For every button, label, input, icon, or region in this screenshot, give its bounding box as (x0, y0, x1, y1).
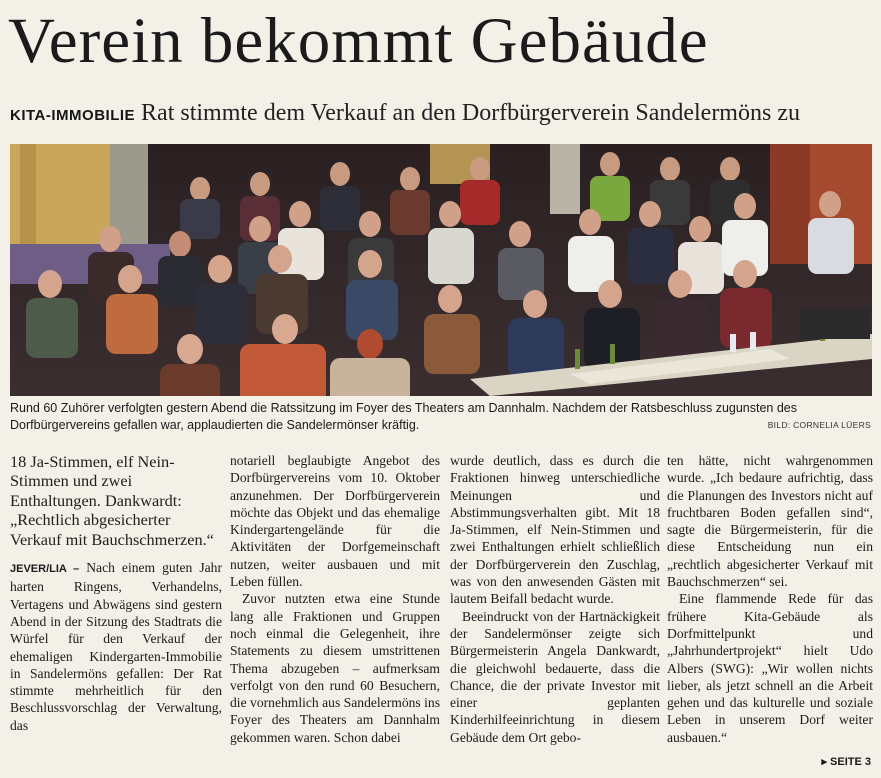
headline: Verein bekommt Gebäude (8, 5, 709, 77)
article-paragraph: Zuvor nutzten etwa eine Stunde lang alle Fraktionen und Gruppen noch einmal die Gelegenheit, ihre Statements zu diesem umstrittenen Thema abzugeben – aufmerksam verfolgt von den rund 60 Besuchern, die vornehmlich aus Sandelermöns ins Foyer des Theaters am Dannhalm gekommen waren. Schon dabei (230, 591, 440, 745)
subheadline: Rat stimmte dem Verkauf an den Dorfbürgerverein Sandelermöns zu (141, 100, 800, 126)
article-column-1 (10, 452, 222, 734)
article-paragraph: Beeindruckt von der Hartnäckigkeit der Sandelermönser zeigte sich Bürgermeisterin Angela Dankwardt, die gleichwohl bedauerte, dass die Chance, die der private Investor mit einer geplanten Kinderhilfeeinrichtung in diesem Gebäude dem Ort gebo- (450, 608, 660, 745)
article-intro: 18 Ja-Stimmen, elf Nein-Stimmen und zwei Enthaltungen. Dankwardt: „Rechtlich abgesicherter Verkauf mit Bauchschmerzen.“ (10, 452, 214, 549)
article-text-col1: Nach einem guten Jahr harten Ringens, Verhandelns, Vertagens und Abwägens sind gestern Abend in der Sitzung des Stadtrats die Würfel für den Verkauf der ehemaligen Kindergarten-Immobilie in Sandelermöns gefallen: Der Rat stimmte mehrheitlich für den Beschlussvorschlag der Verwaltung, das (10, 560, 222, 733)
article-paragraph: Eine flammende Rede für das frühere Kita-Gebäude als Dorfmittelpunkt und „Jahrhundertprojekt“ hielt Udo Albers (SWG): „Wir wollen nichts lieber, als jetzt schnell an die Arbeit gehen und das kulturelle und soziale Leben in unserem Dorf weiter ausbauen.“ (667, 591, 873, 745)
kicker-row (10, 100, 875, 134)
continued-reference: ▸ SEITE 3 (821, 756, 871, 768)
article-paragraph: wurde deutlich, dass es durch die Fraktionen hinweg unterschiedliche Meinungen und Abstimmungsverhalten gibt. Mit 18 Ja-Stimmen, elf Nein-Stimmen und zwei Enthaltungen erhielt schließlich der Dorfbürgerverein den Zuschlag, was von den anwesenden Gästen mit lautem Beifall bedacht wurde. (450, 453, 660, 607)
photo-caption: Rund 60 Zuhörer verfolgten gestern Abend die Ratssitzung im Foyer des Theaters am Dannhalm. Nachdem der Ratsbeschluss zugunsten des Dorfbürgervereins gefallen war, applaudierten die Sandelermönser kräftig. (10, 401, 797, 432)
photo-credit: BILD: CORNELIA LÜERS (767, 420, 871, 430)
article-paragraph: ten hätte, nicht wahrgenommen wurde. „Ich bedaure aufrichtig, dass die Planungen des Investors nicht auf fruchtbaren Boden gefallen sind“, sagte die Bürgermeisterin, für die diese Entscheidung nun ein „rechtlich abgesicherter Verkauf mit Bauchschmerzen“ sei. (667, 453, 873, 590)
audience-photo (10, 144, 872, 396)
kicker: KITA-IMMOBILIE (10, 107, 136, 124)
dateline: JEVER/LIA – (10, 563, 80, 576)
article-paragraph: notariell beglaubigte Angebot des Dorfbürgervereins vom 10. Oktober anzunehmen. Der Dorfbürgerverein möchte das Objekt und das ehemalige Kindergartengelände für die Aktivitäten der Dorfgemeinschaft nutzen, weiter ausbauen und mit Leben füllen. (230, 453, 440, 590)
article-column-3 (450, 452, 660, 746)
audience-photo-illustration (10, 144, 872, 396)
article-body-start (10, 559, 222, 734)
article-column-2 (230, 452, 440, 746)
article-column-4 (667, 452, 873, 746)
